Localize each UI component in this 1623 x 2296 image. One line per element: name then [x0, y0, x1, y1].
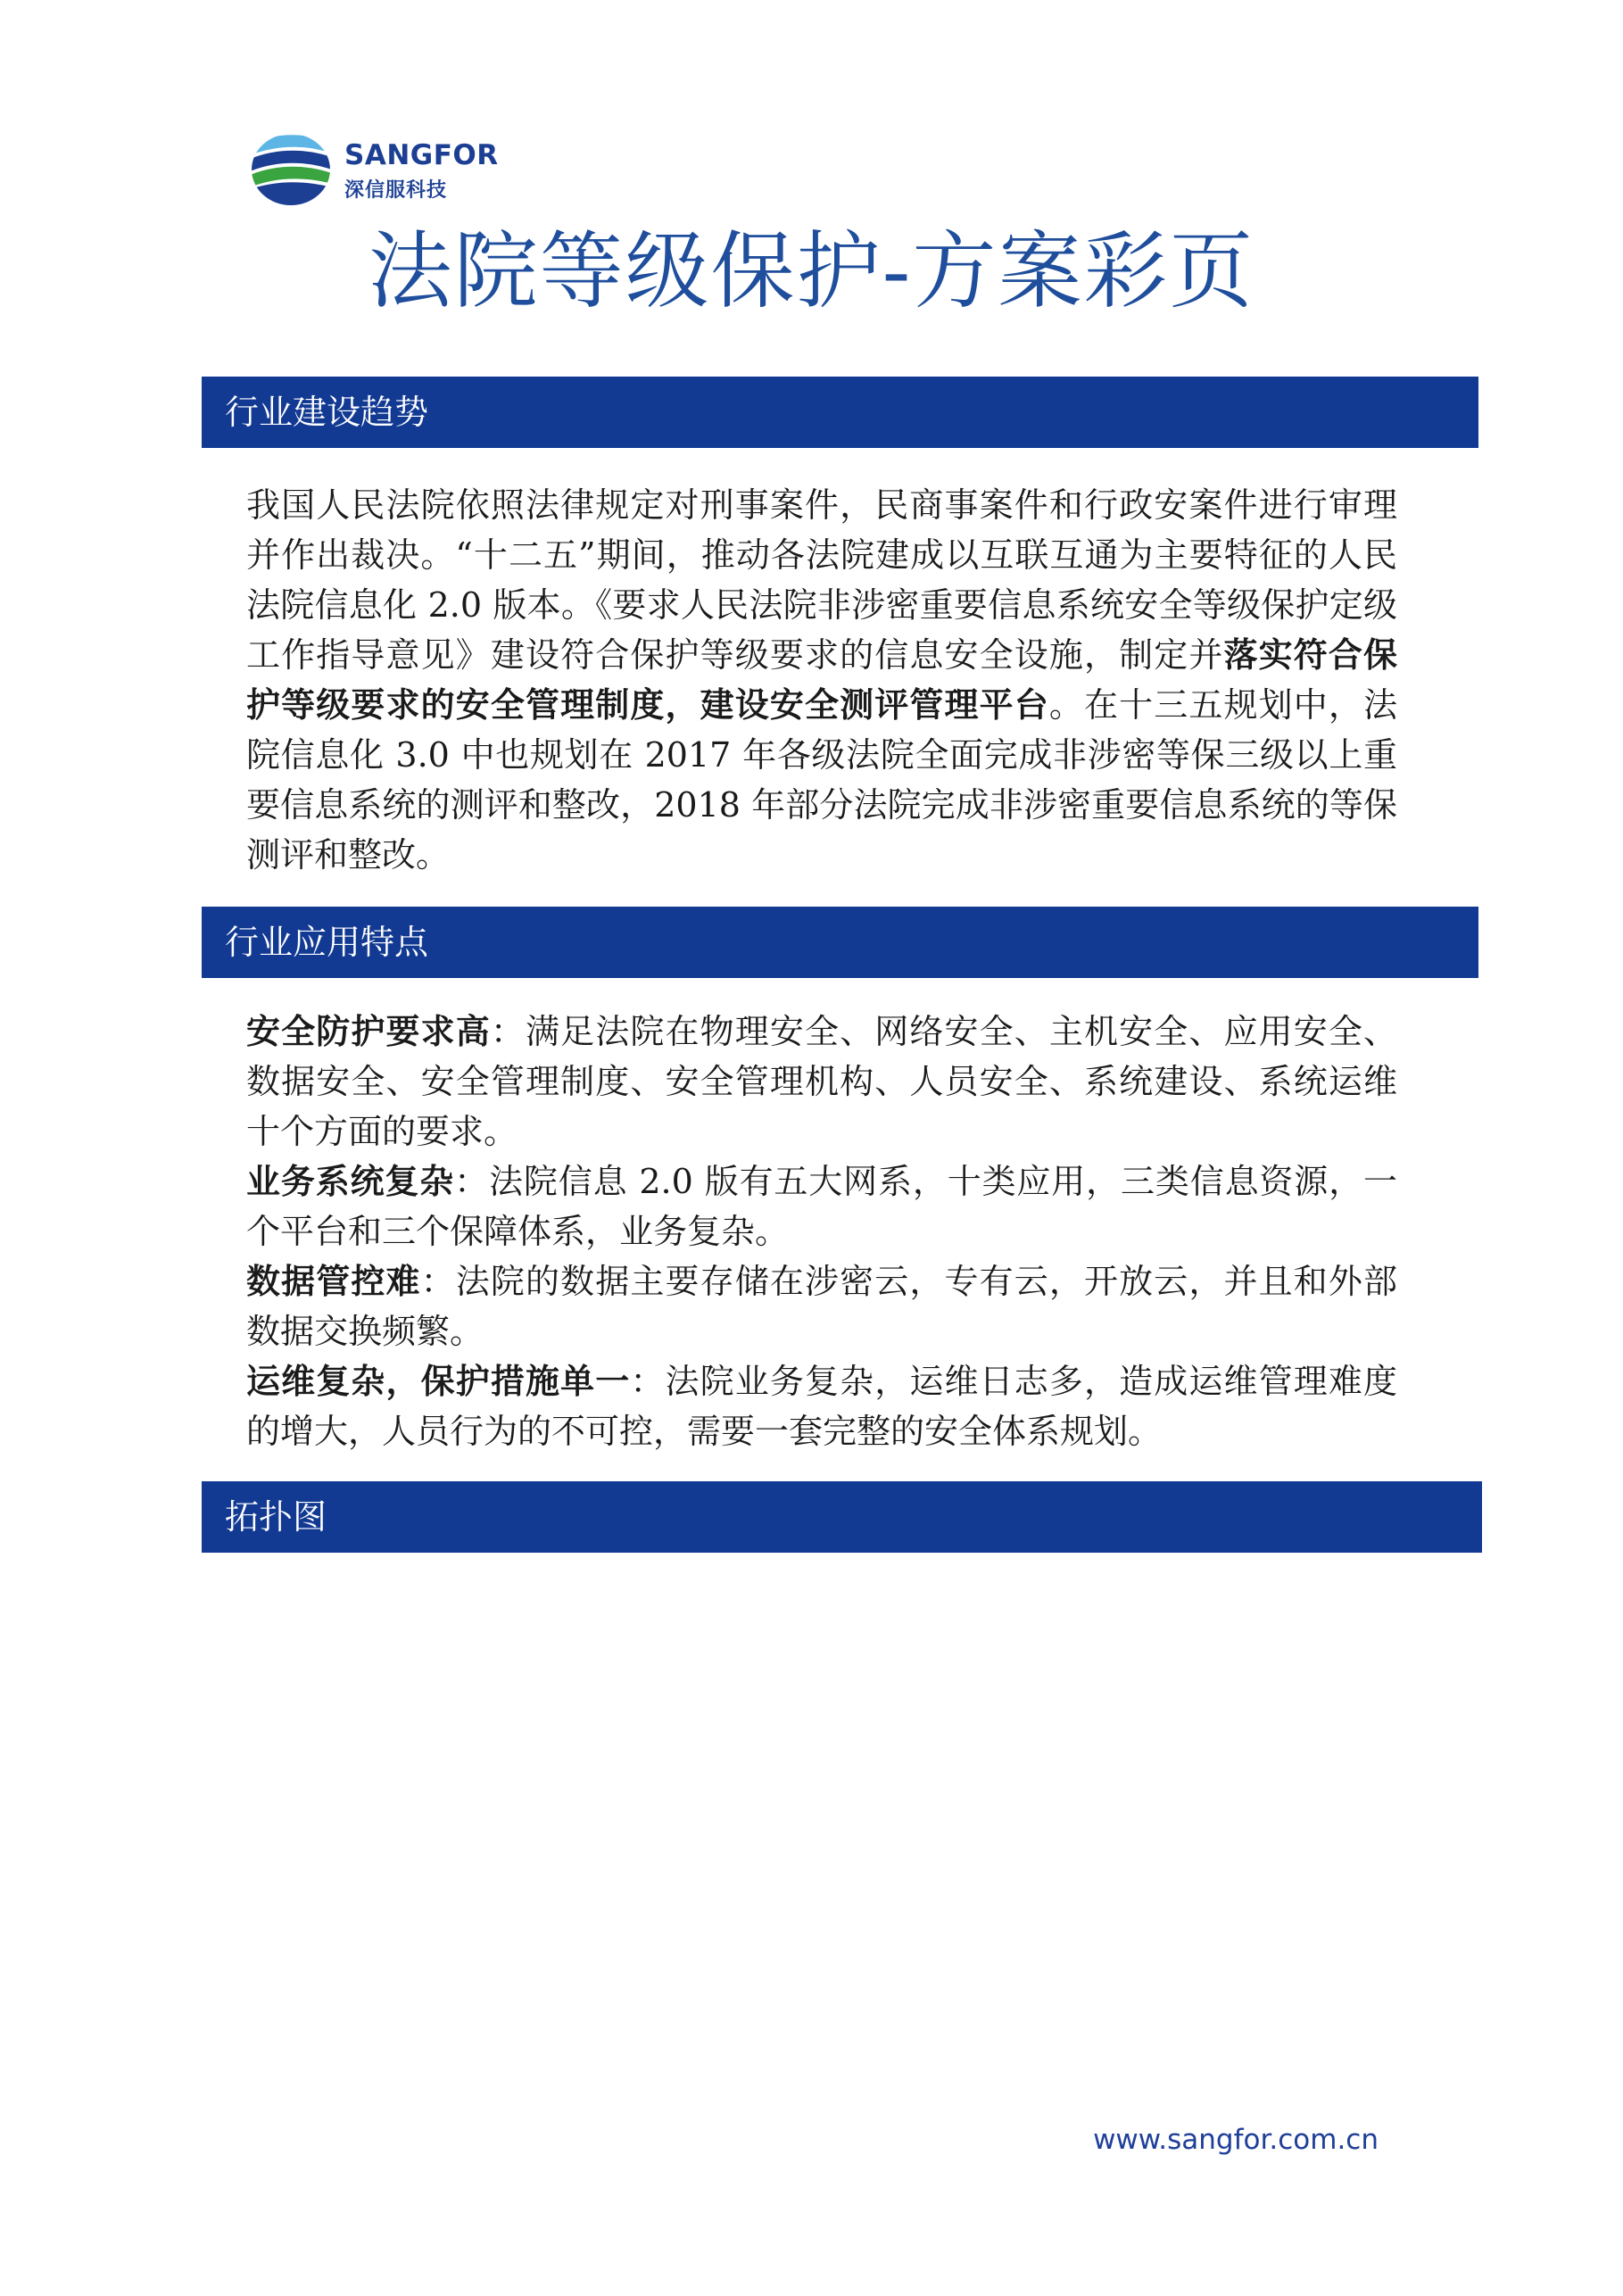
- sangfor-logo-icon: [250, 132, 332, 207]
- sangfor-logo: [250, 132, 518, 207]
- feature-text: ：法院业务复杂，运维日志多，造成运维管理难度的增大，人员行为的不可控，需要一套完整的安全体系规划。: [246, 1362, 1397, 1451]
- logo-brand-en: SANGFOR: [344, 139, 499, 171]
- page-title: 法院等级保护-方案彩页: [368, 223, 1255, 320]
- footer-website-link[interactable]: www.sangfor.com.cn: [1093, 2124, 1379, 2156]
- section-heading-industry-features: 行业应用特点: [202, 907, 1478, 978]
- paragraph-bold-text: 落实符合保护等级要求的安全管理制度，建设安全测评管理平台: [246, 634, 1397, 725]
- industry-features-list: [246, 1007, 1397, 1456]
- feature-term: 安全防护要求高: [246, 1011, 491, 1051]
- list-item: [246, 1356, 1397, 1456]
- paragraph-text: 。在十三五规划中，法院信息化 3.0 中也规划在 2017 年各级法院全面完成非涉密等保三级以上重要信息系统的测评和整改，2018 年部分法院完成非涉密重要信息系统的等保测评和整改。: [246, 685, 1397, 874]
- list-item: [246, 1007, 1397, 1156]
- feature-term: 运维复杂，保护措施单一: [246, 1361, 631, 1401]
- feature-text: ：满足法院在物理安全、网络安全、主机安全、应用安全、数据安全、安全管理制度、安全管理机构、人员安全、系统建设、系统运维十个方面的要求。: [246, 1012, 1397, 1151]
- feature-text: ：法院信息 2.0 版有五大网系，十类应用，三类信息资源，一个平台和三个保障体系，业务复杂。: [246, 1162, 1397, 1251]
- feature-text: ：法院的数据主要存储在涉密云，专有云，开放云，并且和外部数据交换频繁。: [246, 1262, 1397, 1351]
- section-heading-topology: 拓扑图: [202, 1481, 1482, 1553]
- paragraph-text: 我国人民法院依照法律规定对刑事案件，民商事案件和行政安案件进行审理并作出裁决。“十二五”期间，推动各法院建成以互联互通为主要特征的人民法院信息化 2.0 版本。《要求人民法院非涉密重要信息系统安全等级保护定级工作指导意见》建设符合保护等级要求的信息安全设施，制定并: [246, 485, 1397, 675]
- feature-term: 数据管控难: [246, 1261, 421, 1301]
- list-item: [246, 1256, 1397, 1356]
- industry-trend-paragraph: [246, 480, 1397, 880]
- feature-term: 业务系统复杂: [246, 1161, 455, 1201]
- section-heading-industry-trend: 行业建设趋势: [202, 377, 1478, 448]
- logo-brand-cn: 深信服科技: [344, 179, 448, 202]
- list-item: [246, 1156, 1397, 1256]
